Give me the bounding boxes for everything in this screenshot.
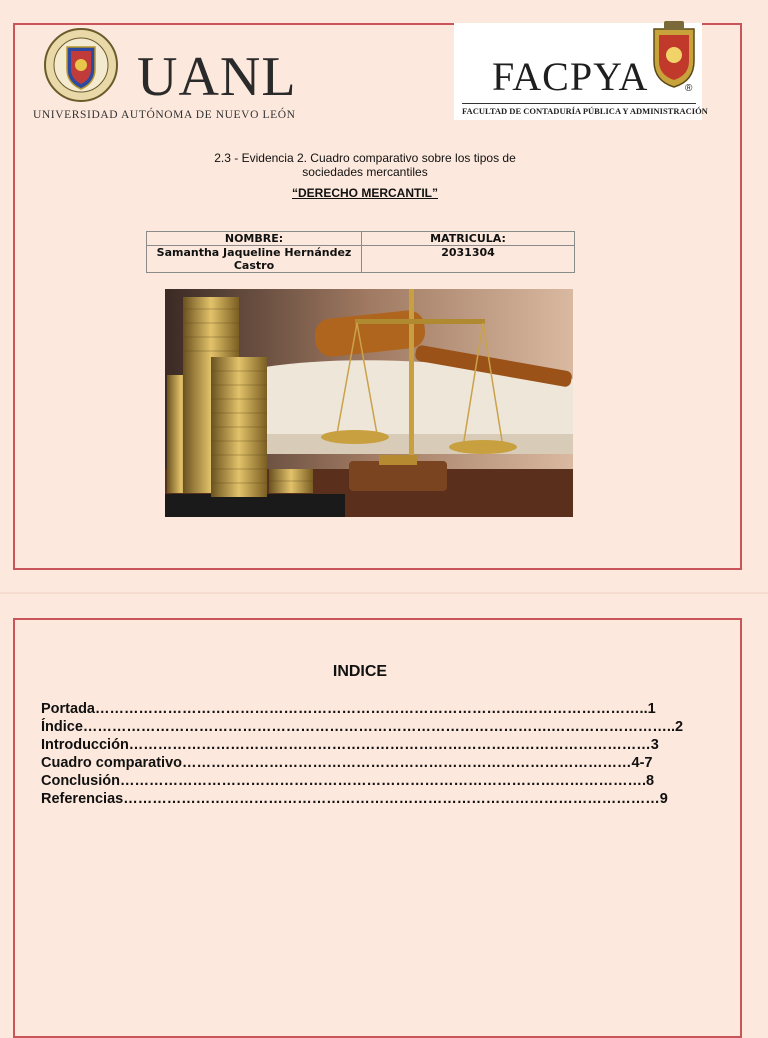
toc-entry-cuadro-comparativo: Cuadro comparativo…………………………………………………………………………………4-7	[41, 755, 653, 771]
name-header: NOMBRE:	[147, 232, 362, 246]
facpya-wordmark: FACPYA	[492, 54, 649, 99]
student-id: 2031304	[362, 246, 575, 273]
page-separator	[0, 592, 768, 594]
registered-icon: ®	[685, 83, 693, 94]
assignment-title: 2.3 - Evidencia 2. Cuadro comparativo sobre los tipos de sociedades mercantiles	[214, 151, 516, 179]
student-info-table	[146, 231, 575, 273]
law-scales-coins-photo	[165, 289, 573, 517]
uanl-wordmark: UANL	[137, 46, 297, 108]
facpya-subtitle: FACULTAD DE CONTADURÍA PÚBLICA Y ADMINISTRACIÓN	[462, 106, 708, 116]
toc-entry-indice: Índice…………………………………………………………………………………….……………………..2	[41, 719, 684, 735]
divider	[462, 103, 696, 104]
student-name: Samantha Jaqueline Hernández Castro	[147, 246, 362, 273]
table-of-contents	[41, 700, 701, 808]
facpya-logo	[454, 23, 708, 120]
table-row	[147, 232, 575, 246]
toc-entry-referencias: Referencias…………………………………………………………………………………………………9	[41, 791, 668, 807]
index-title: INDICE	[332, 663, 388, 680]
id-header: MATRICULA:	[362, 232, 575, 246]
toc-entry-introduccion: Introducción………………………………………………………………………………………………3	[41, 737, 659, 753]
course-title: “DERECHO MERCANTIL”	[292, 186, 438, 200]
uanl-logo	[33, 27, 323, 127]
table-row	[147, 246, 575, 273]
uanl-seal-icon	[33, 27, 127, 103]
toc-entry-portada: Portada……………………………………………………………………………..……………………..1	[41, 701, 656, 717]
uanl-subtitle: UNIVERSIDAD AUTÓNOMA DE NUEVO LEÓN	[33, 109, 296, 121]
facpya-shield-icon	[648, 21, 700, 89]
cover-page	[13, 23, 742, 570]
index-page	[13, 618, 742, 1038]
toc-entry-conclusion: Conclusión……………………………………………………………………………………………….8	[41, 773, 655, 789]
